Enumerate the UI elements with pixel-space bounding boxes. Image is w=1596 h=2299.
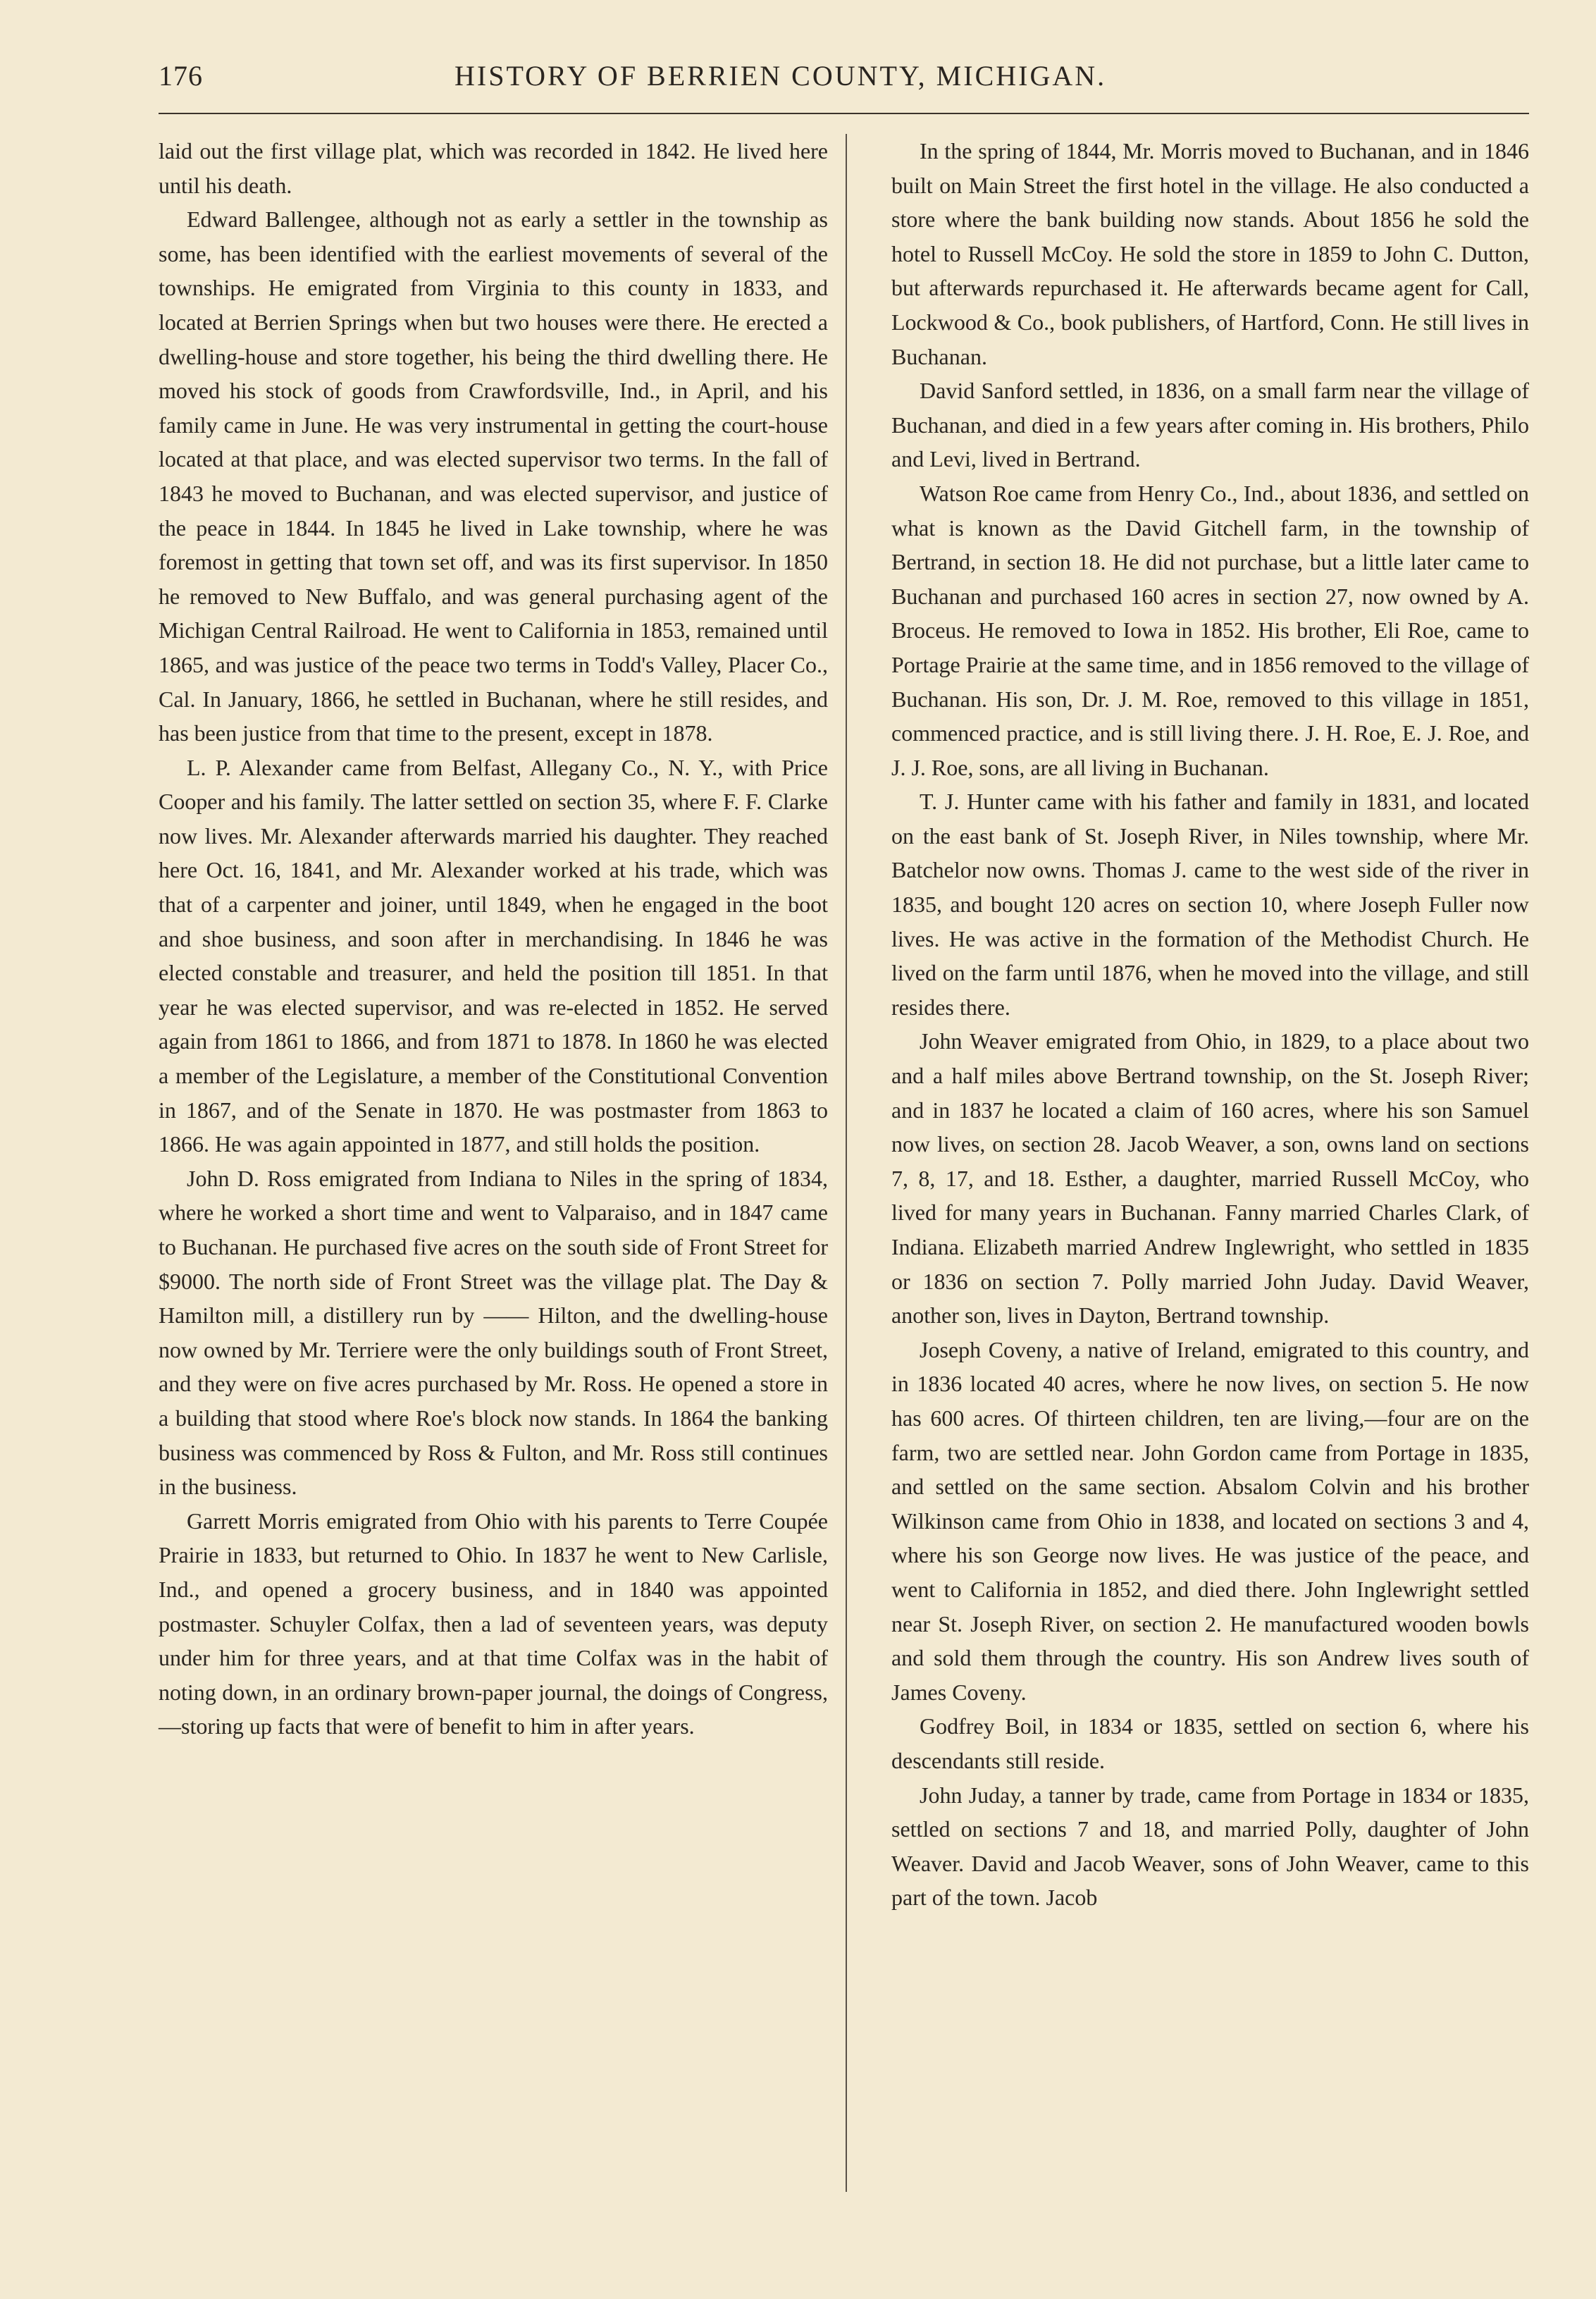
paragraph: Godfrey Boil, in 1834 or 1835, settled on section 6, where his descendants still reside. — [891, 1713, 1529, 1773]
column-divider — [846, 134, 847, 2192]
left-column — [159, 134, 828, 1744]
paragraph: In the spring of 1844, Mr. Morris moved to Buchanan, and in 1846 built on Main Street the first hotel in the village. He also conducted a store where the bank building now stands. About 1856 he sold the hotel to Russell McCoy. He sold the store in 1859 to John C. Dutton, but afterwards repurchased it. He afterwards became agent for Call, Lockwood & Co., book publishers, of Hartford, Conn. He still lives in Buchanan. — [891, 138, 1529, 369]
paragraph: laid out the first village plat, which was recorded in 1842. He lived here until his death. — [159, 138, 828, 198]
paragraph: John Weaver emigrated from Ohio, in 1829, to a place about two and a half miles above Bertrand township, on the St. Joseph River; and in 1837 he located a claim of 160 acres, where his son Samuel now lives, on section 28. Jacob Weaver, a son, owns land on sections 7, 8, 17, and 18. Esther, a daughter, married Russell McCoy, who lived for many years in Buchanan. Fanny married Charles Clark, of Indiana. Elizabeth married Andrew Inglewright, who settled in 1835 or 1836 on section 7. Polly married John Juday. David Weaver, another son, lives in Dayton, Bertrand township. — [891, 1028, 1529, 1329]
right-column — [891, 134, 1529, 1915]
paragraph: John Juday, a tanner by trade, came from Portage in 1834 or 1835, settled on sections 7 and 18, and married Polly, daughter of John Weaver. David and Jacob Weaver, sons of John Weaver, came to this part of the town. Jacob — [891, 1782, 1529, 1911]
paragraph: Edward Ballengee, although not as early a settler in the township as some, has been identified with the earliest movements of several of the townships. He emigrated from Virginia to this county in 1833, and located at Berrien Springs when but two houses were there. He erected a dwelling-house and store together, his being the third dwelling there. He moved his stock of goods from Crawfordsville, Ind., in April, and his family came in June. He was very instrumental in getting the court-house located at that place, and was elected supervisor two terms. In the fall of 1843 he moved to Buchanan, and was elected supervisor, and justice of the peace in 1844. In 1845 he lived in Lake township, where he was foremost in getting that town set off, and was its first supervisor. In 1850 he removed to New Buffalo, and was general purchasing agent of the Michigan Central Railroad. He went to California in 1853, remained until 1865, and was justice of the peace two terms in Todd's Valley, Placer Co., Cal. In January, 1866, he settled in Buchanan, where he still resides, and has been justice from that time to the present, except in 1878. — [159, 207, 828, 746]
paragraph: John D. Ross emigrated from Indiana to Niles in the spring of 1834, where he worked a short time and went to Valparaiso, and in 1847 came to Buchanan. He purchased five acres on the south side of Front Street for $9000. The north side of Front Street was the village plat. The Day & Hamilton mill, a distillery run by —— Hilton, and the dwelling-house now owned by Mr. Terriere were the only buildings south of Front Street, and they were on five acres purchased by Mr. Ross. He opened a store in a building that stood where Roe's block now stands. In 1864 the banking business was commenced by Ross & Fulton, and Mr. Ross still continues in the business. — [159, 1165, 828, 1500]
paragraph: L. P. Alexander came from Belfast, Allegany Co., N. Y., with Price Cooper and his family. The latter settled on section 35, where F. F. Clarke now lives. Mr. Alexander afterwards married his daughter. They reached here Oct. 16, 1841, and Mr. Alexander worked at his trade, which was that of a carpenter and joiner, until 1849, when he engaged in the boot and shoe business, and soon after in merchandising. In 1846 he was elected constable and treasurer, and held the position till 1851. In that year he was elected supervisor, and was re-elected in 1852. He served again from 1861 to 1866, and from 1871 to 1878. In 1860 he was elected a member of the Legislature, a member of the Constitutional Convention in 1867, and of the Senate in 1870. He was postmaster from 1863 to 1866. He was again appointed in 1877, and still holds the position. — [159, 754, 828, 1157]
paragraph: Garrett Morris emigrated from Ohio with his parents to Terre Coupée Prairie in 1833, but returned to Ohio. In 1837 he went to New Carlisle, Ind., and opened a grocery business, and in 1840 was appointed postmaster. Schuyler Colfax, then a lad of seventeen years, was deputy under him for three years, and at that time Colfax was in the habit of noting down, in an ordinary brown-paper journal, the doings of Congress,—storing up facts that were of benefit to him in after years. — [159, 1508, 828, 1739]
paragraph: T. J. Hunter came with his father and family in 1831, and located on the east bank of St. Joseph River, in Niles township, where Mr. Batchelor now owns. Thomas J. came to the west side of the river in 1835, and bought 120 acres on section 10, where Joseph Fuller now lives. He was active in the formation of the Methodist Church. He lived on the farm until 1876, when he moved into the village, and still resides there. — [891, 789, 1529, 1020]
header-rule — [159, 113, 1529, 114]
paragraph: Joseph Coveny, a native of Ireland, emigrated to this country, and in 1836 located 40 acres, where he now lives, on section 5. He now has 600 acres. Of thirteen children, ten are living,—four are on the farm, two are settled near. John Gordon came from Portage in 1835, and settled on the same section. Absalom Colvin and his brother Wilkinson came from Ohio in 1838, and located on sections 3 and 4, where his son George now lives. He was justice of the peace, and went to California in 1852, and died there. John Inglewright settled near St. Joseph River, on section 2. He manufactured wooden bowls and sold them through the country. His son Andrew lives south of James Coveny. — [891, 1336, 1529, 1705]
running-head-title: HISTORY OF BERRIEN COUNTY, MICHIGAN. — [454, 60, 1107, 92]
page-number: 176 — [159, 60, 203, 92]
page-header — [159, 59, 1529, 101]
paragraph: Watson Roe came from Henry Co., Ind., about 1836, and settled on what is known as the David Gitchell farm, in the township of Bertrand, in section 18. He did not purchase, but a little later came to Buchanan and purchased 160 acres in section 27, now owned by A. Broceus. He removed to Iowa in 1852. His brother, Eli Roe, came to Portage Prairie at the same time, and in 1856 removed to the village of Buchanan. His son, Dr. J. M. Roe, removed to this village in 1851, commenced practice, and is still living there. J. H. Roe, E. J. Roe, and J. J. Roe, sons, are all living in Buchanan. — [891, 480, 1529, 780]
paragraph: David Sanford settled, in 1836, on a small farm near the village of Buchanan, and died in a few years after coming in. His brothers, Philo and Levi, lived in Bertrand. — [891, 378, 1529, 472]
